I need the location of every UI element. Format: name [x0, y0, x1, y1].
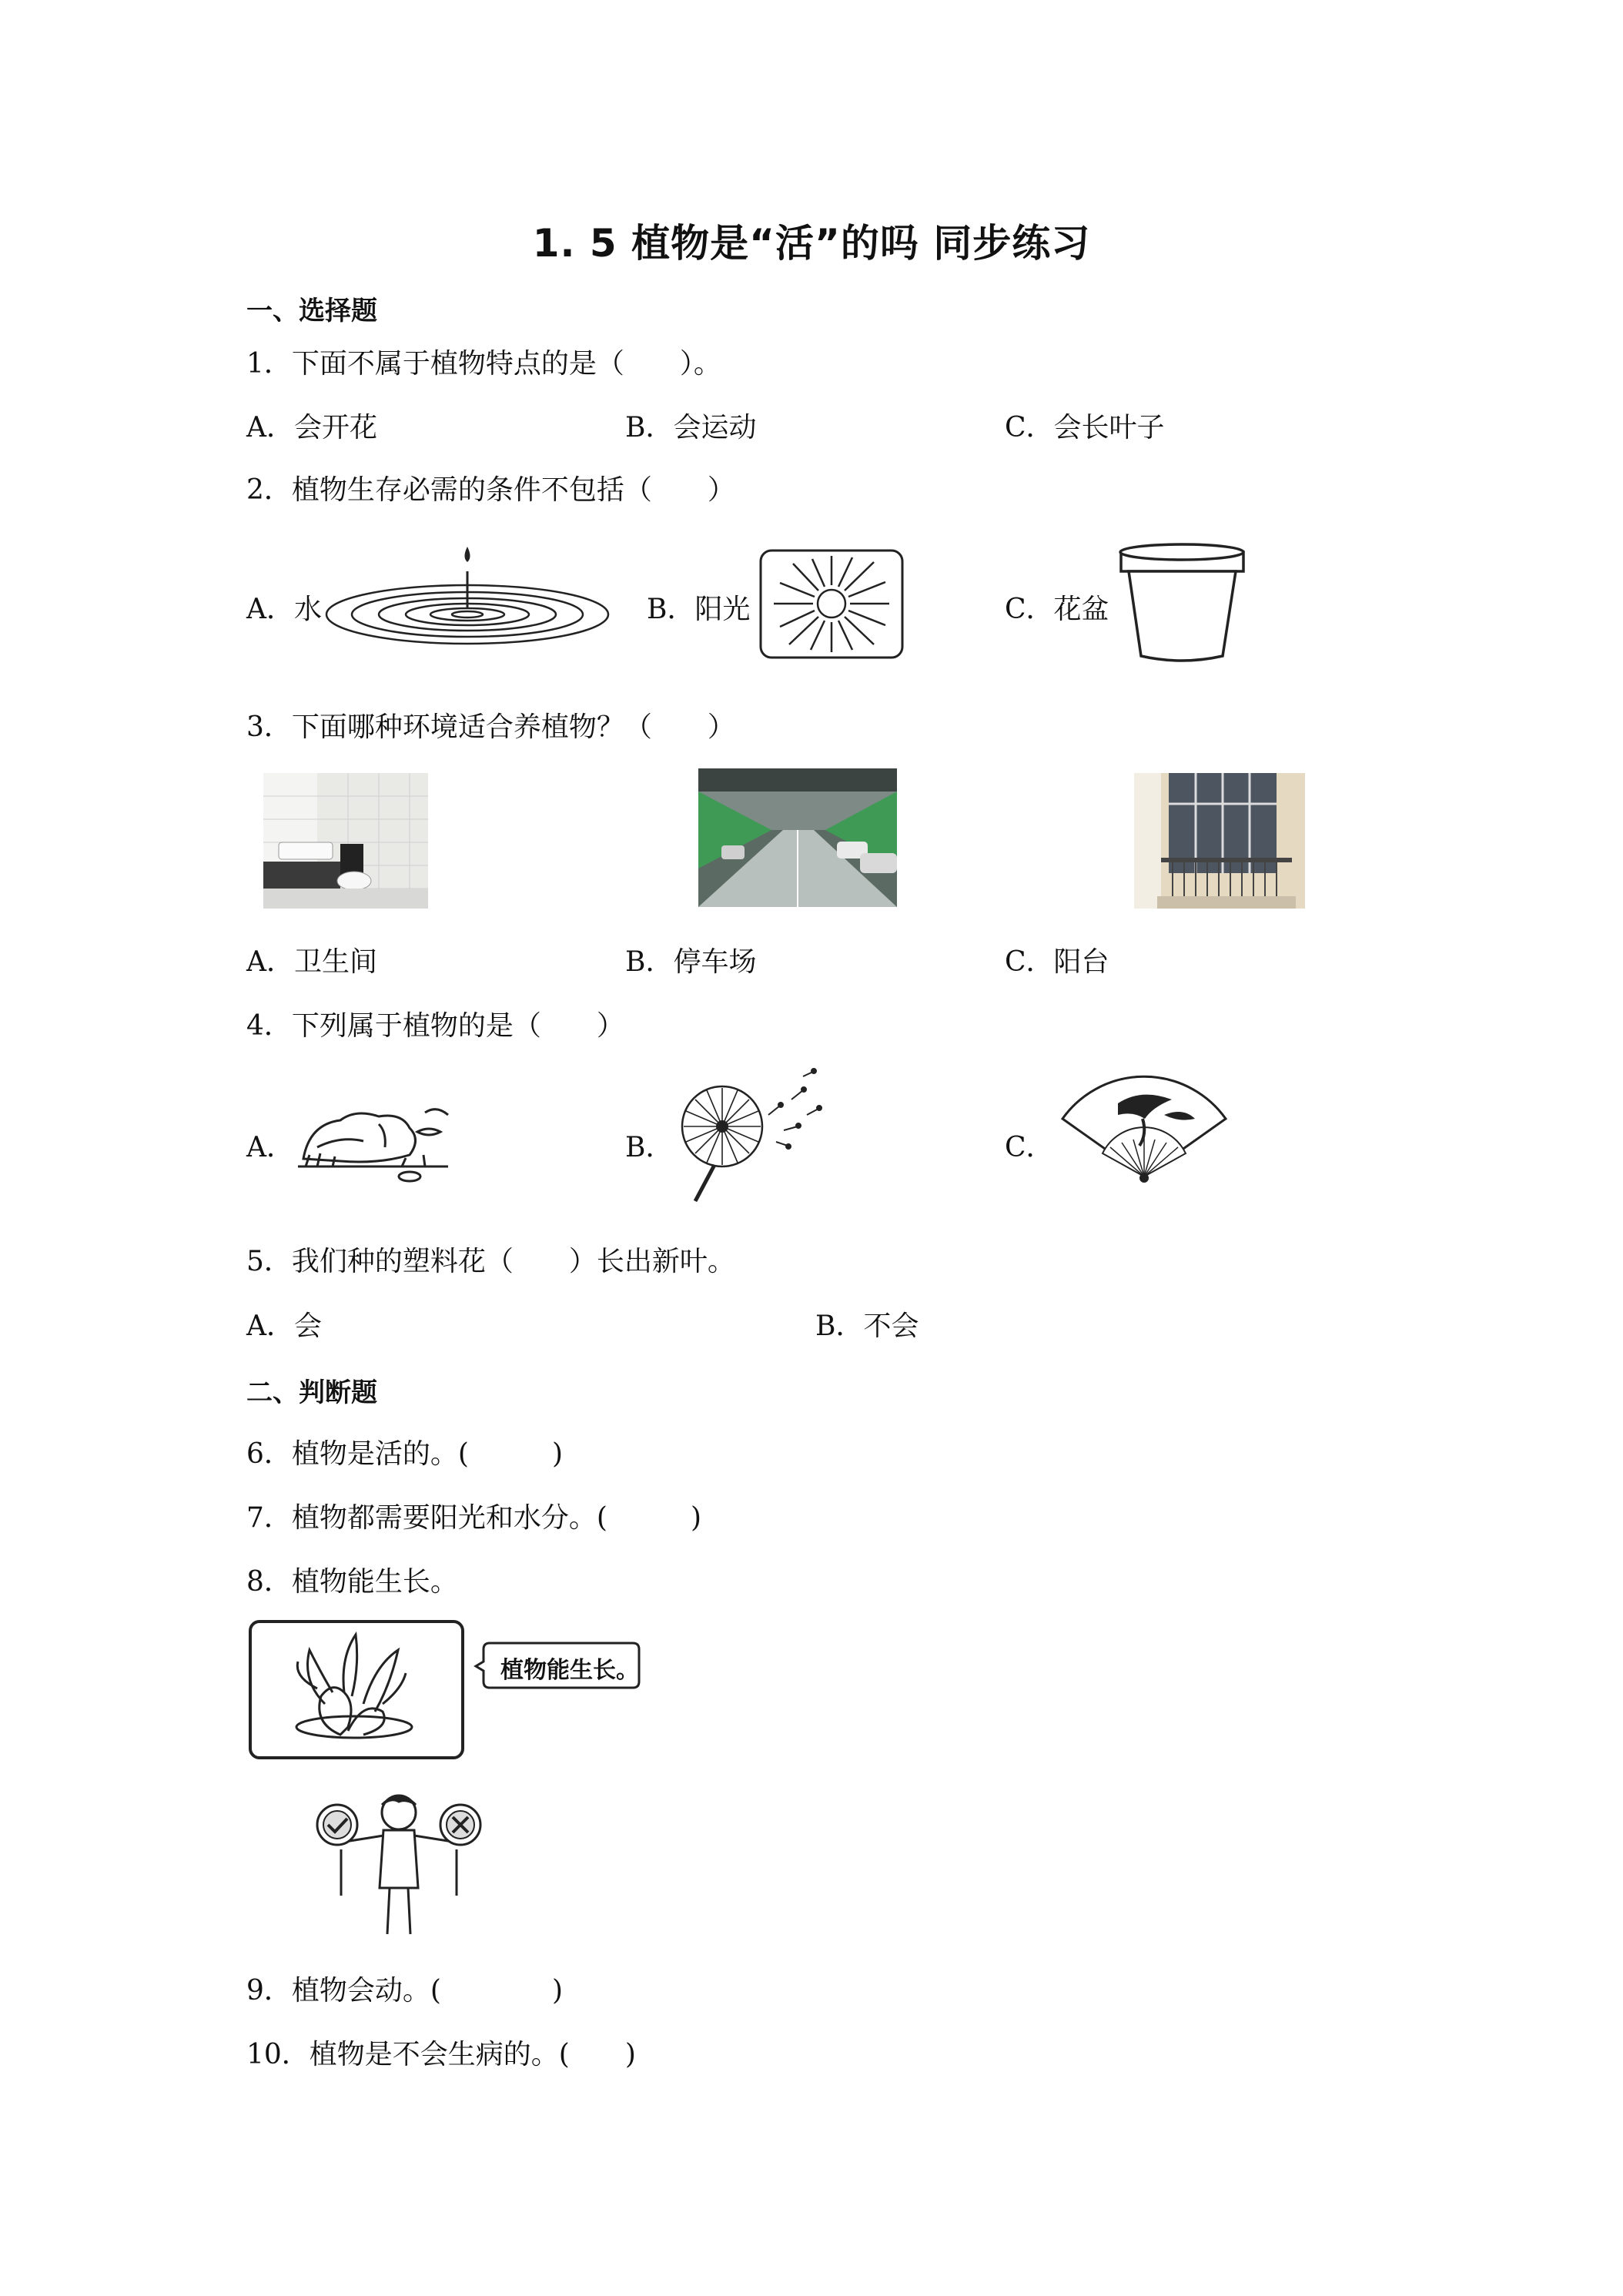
section-judge-heading: 二、判断题: [246, 1377, 377, 1408]
question-5-option-b[interactable]: B．不会: [815, 1310, 919, 1342]
question-3-option-b[interactable]: B．停车场: [625, 946, 757, 978]
section-choice-heading: 一、选择题: [246, 296, 377, 326]
question-3-stem: 3．下面哪种环境适合养植物？（ ）: [246, 711, 735, 743]
question-4-option-a[interactable]: A．: [246, 1132, 294, 1163]
rock-icon: [294, 1093, 456, 1184]
flower-pot-icon: [1115, 541, 1250, 668]
question-6-stem: 6．植物是活的。( ): [246, 1438, 563, 1470]
speech-bubble-text: 植物能生长。: [500, 1657, 639, 1684]
question-3-option-a[interactable]: A．卫生间: [246, 946, 377, 978]
question-1-option-c[interactable]: C．会长叶子: [1005, 412, 1165, 443]
water-ripple-icon: [325, 539, 631, 647]
question-1-option-a[interactable]: A．会开花: [246, 412, 377, 443]
question-2-option-a[interactable]: A．水: [246, 594, 322, 625]
question-5-option-a[interactable]: A．会: [246, 1310, 322, 1342]
question-3-option-c[interactable]: C．阳台: [1005, 946, 1109, 978]
question-4-option-c[interactable]: C．: [1005, 1132, 1054, 1163]
question-7-stem: 7．植物都需要阳光和水分。( ): [246, 1502, 701, 1534]
boy-holding-signs-illustration: [306, 1788, 491, 1942]
parking-lot-photo: [698, 768, 897, 907]
dandelion-icon: [668, 1069, 830, 1203]
check-sign-icon: [317, 1805, 357, 1845]
bathroom-photo: [263, 773, 428, 909]
question-9-stem: 9．植物会动。( ): [246, 1975, 563, 2006]
plant-bulb-illustration: [248, 1619, 465, 1760]
page-title: 1. 5 植物是“活”的吗 同步练习: [532, 221, 1091, 266]
question-2-option-b[interactable]: B．阳光: [647, 594, 751, 625]
question-4-option-b[interactable]: B．: [625, 1132, 674, 1163]
cross-sign-icon: [440, 1805, 480, 1845]
question-2-option-c[interactable]: C．花盆: [1005, 594, 1109, 625]
balcony-photo: [1134, 773, 1305, 909]
sun-icon: [758, 548, 905, 660]
question-1-option-b[interactable]: B．会运动: [625, 412, 757, 443]
question-1-stem: 1．下面不属于植物特点的是（ ）。: [246, 348, 721, 380]
question-10-stem: 10．植物是不会生病的。( ): [246, 2039, 636, 2070]
folding-fan-icon: [1056, 1084, 1232, 1188]
question-2-stem: 2．植物生存必需的条件不包括（ ）: [246, 474, 735, 506]
question-5-stem: 5．我们种的塑料花（ ）长出新叶。: [246, 1246, 735, 1277]
question-8-stem: 8．植物能生长。: [246, 1566, 458, 1598]
speech-bubble: [474, 1640, 642, 1691]
question-4-stem: 4．下列属于植物的是（ ）: [246, 1010, 624, 1042]
